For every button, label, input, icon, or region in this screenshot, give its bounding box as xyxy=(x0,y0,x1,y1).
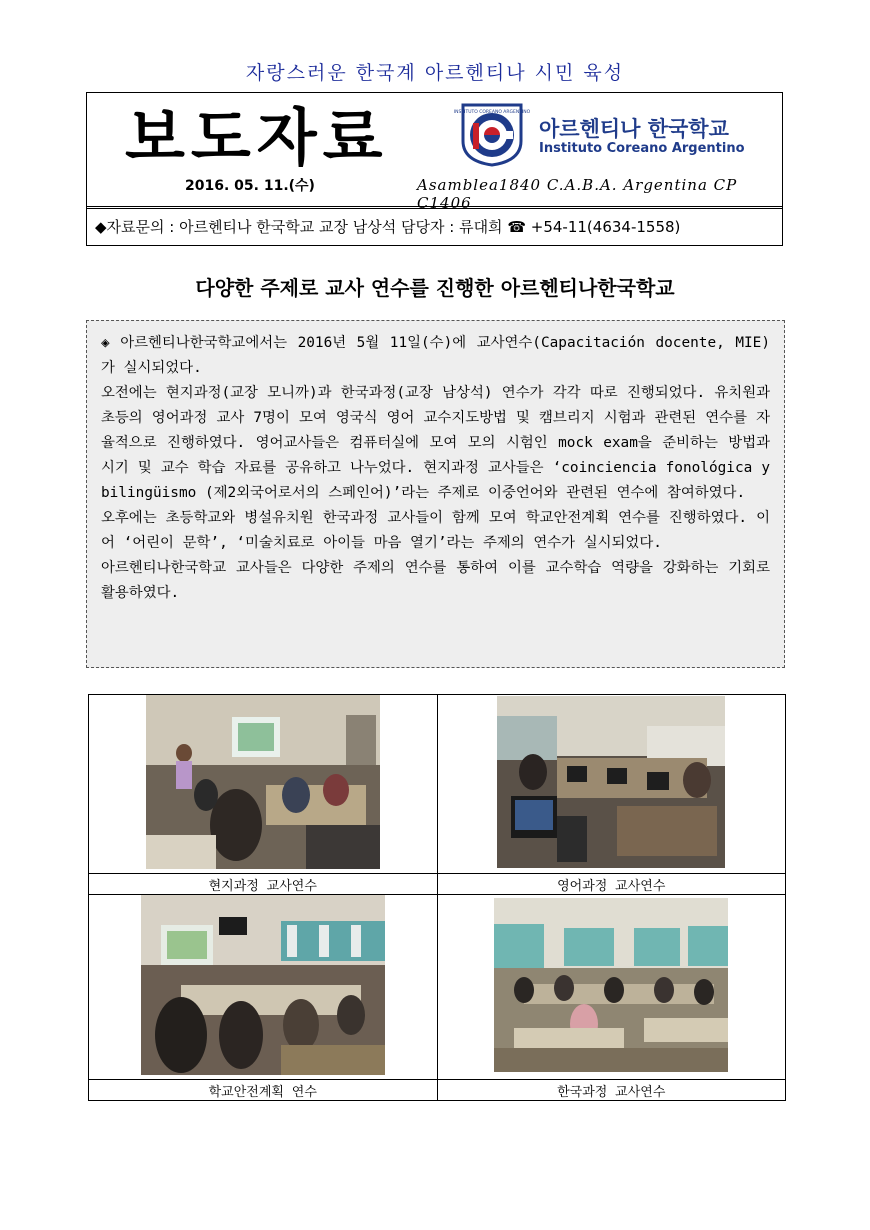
headline: 다양한 주제로 교사 연수를 진행한 아르헨티나한국학교 xyxy=(195,276,675,300)
photo-cell xyxy=(89,895,438,1080)
photo-korean-training xyxy=(494,898,728,1072)
contact-info: ◆자료문의 : 아르헨티나 한국학교 교장 남상석 담당자 : 류대희 ☎ +54-11(4634-1558) xyxy=(95,218,681,236)
slogan: 자랑스러운 한국계 아르헨티나 시민 육성 xyxy=(245,62,625,84)
photo-english-training xyxy=(497,696,725,868)
press-header xyxy=(86,92,783,246)
photo-local-training xyxy=(146,695,380,869)
photo-table xyxy=(88,694,786,1101)
article-paragraph: 아르헨티나한국학교 교사들은 다양한 주제의 연수를 통하여 이를 교수학습 역량을 강화하는 기회로 활용하였다. xyxy=(101,560,770,601)
article-paragraph: 오전에는 현지과정(교장 모니까)과 한국과정(교장 남상석) 연수가 각각 따로 진행되었다. 유치원과 초등의 영어과정 교사 7명이 모여 영국식 영어 교수지도방법 및 캠브리지 시험과 관련된 연수를 자율적으로 진행하였다. 영어교사들은 컴퓨터실에 모여 모의 시험인 mock exam을 준비하는 방법과 시기 및 교수 학습 자료를 공유하고 나누었다. 현지과정 교사들은 ‘coinciencia fonológica y bilingüismo (제2외국어로서의 스페인어)’라는 주제로 이중언어와 관련된 연수에 참여하였다. xyxy=(101,385,770,501)
school-address: Asamblea1840 C.A.B.A. Argentina CP C1406 xyxy=(417,176,738,212)
press-title: 보도자료 xyxy=(125,101,389,174)
photo-cell xyxy=(437,695,786,874)
header-top xyxy=(87,93,782,212)
article-box xyxy=(86,320,785,668)
article-paragraph: 오후에는 초등학교와 병설유치원 한국과정 교사들이 함께 모여 학교안전계획 연수를 진행하였다. 이어 ‘어린이 문학’, ‘미술치료로 아이들 마음 열기’라는 주제의 연수가 실시되었다. xyxy=(101,510,770,551)
photo-safety-training xyxy=(141,895,385,1075)
photo-caption: 학교안전계획 연수 xyxy=(89,1080,438,1101)
photo-caption: 한국과정 교사연수 xyxy=(437,1080,786,1101)
article-paragraph: ◈ 아르헨티나한국학교에서는 2016년 5월 11일(수)에 교사연수(Capacitación docente, MIE)가 실시되었다. xyxy=(101,335,770,376)
logo-text: INSTITUTO COREANO ARGENTINO xyxy=(453,110,531,115)
photo-caption: 영어과정 교사연수 xyxy=(437,874,786,895)
school-name-es: Instituto Coreano Argentino xyxy=(539,141,745,156)
header-divider xyxy=(87,206,782,209)
photo-cell xyxy=(89,695,438,874)
photo-cell xyxy=(437,895,786,1080)
photo-caption: 현지과정 교사연수 xyxy=(89,874,438,895)
school-name-ko: 아르헨티나 한국학교 xyxy=(539,117,729,141)
press-date: 2016. 05. 11.(수) xyxy=(185,178,315,194)
school-logo-icon xyxy=(453,101,531,167)
